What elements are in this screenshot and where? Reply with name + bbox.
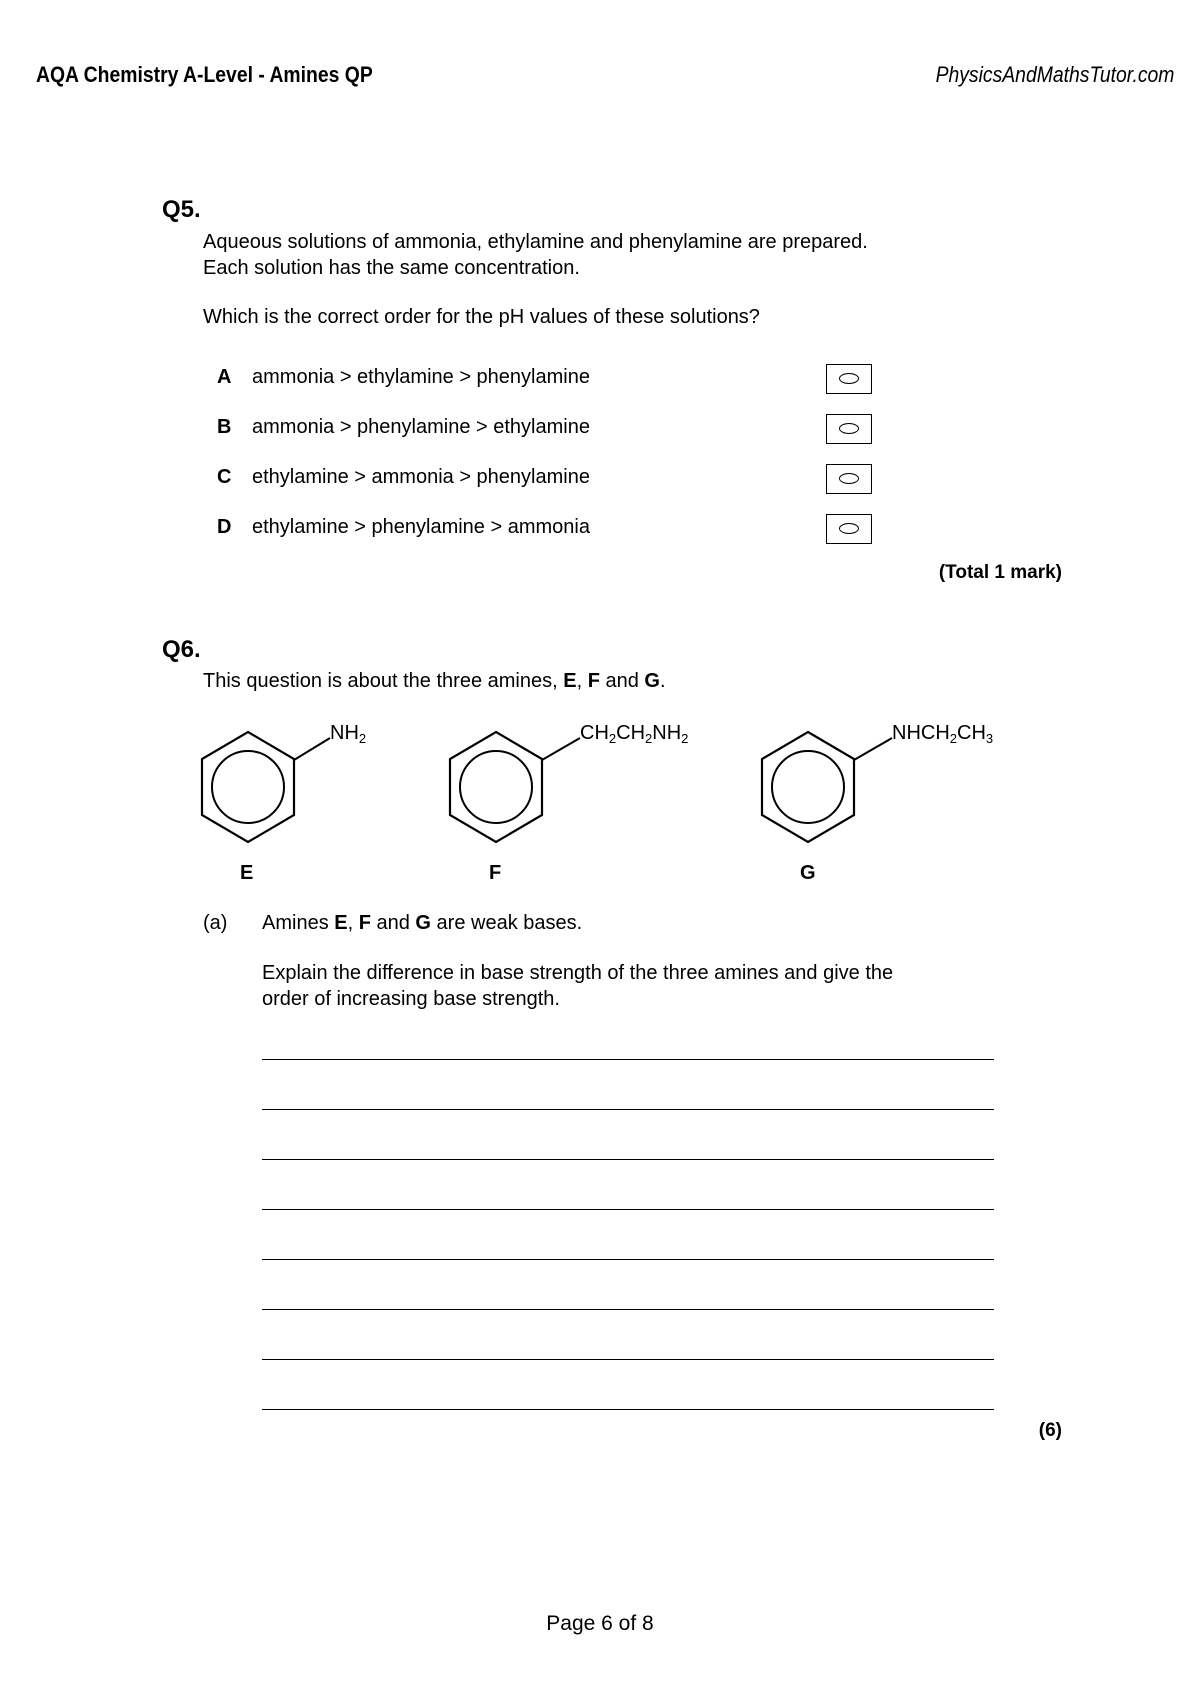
group-f: $CH_2CH_2NH_2$: [580, 722, 689, 746]
option-a-oval: [839, 373, 859, 384]
option-b-checkbox[interactable]: [826, 414, 872, 444]
q5-intro-line1: Aqueous solutions of ammonia, ethylamine and phenylamine are prepared.: [203, 231, 868, 253]
option-d-oval: [839, 523, 859, 534]
molecule-label-g: G: [800, 862, 816, 884]
bond-e: [292, 732, 332, 762]
group-g: $NHCH_2CH_3$: [892, 722, 994, 746]
answer-line-7[interactable]: [262, 1359, 994, 1360]
q5-question: Which is the correct order for the pH values of these solutions?: [203, 306, 760, 328]
answer-line-2[interactable]: [262, 1109, 994, 1110]
q5-number: Q5.: [162, 196, 201, 223]
answer-line-8[interactable]: [262, 1409, 994, 1410]
option-c-checkbox[interactable]: [826, 464, 872, 494]
option-c-letter: C: [217, 466, 232, 488]
part-a-instruction-line1: Explain the difference in base strength of the three amines and give the: [262, 962, 894, 984]
page-number: Page 6 of 8: [546, 1612, 654, 1635]
molecule-label-f: F: [489, 862, 502, 884]
q6-number: Q6.: [162, 636, 201, 663]
option-a-letter: A: [217, 366, 232, 388]
benzene-ring-e: [196, 728, 300, 848]
header-title: AQA Chemistry A-Level - Amines QP: [36, 62, 373, 87]
option-b-oval: [839, 423, 859, 434]
part-a-statement: Amines E, F and G are weak bases.: [262, 912, 583, 934]
option-a-checkbox[interactable]: [826, 364, 872, 394]
answer-line-4[interactable]: [262, 1209, 994, 1210]
answer-line-3[interactable]: [262, 1159, 994, 1160]
part-a-label: (a): [203, 912, 228, 934]
option-d-text: ethylamine > phenylamine > ammonia: [252, 516, 590, 538]
molecule-label-e: E: [240, 862, 254, 884]
benzene-ring-g: [756, 728, 860, 848]
option-b-letter: B: [217, 416, 232, 438]
header-site: PhysicsAndMathsTutor.com: [935, 62, 1174, 87]
group-e: $NH_2$: [330, 722, 367, 746]
option-d-checkbox[interactable]: [826, 514, 872, 544]
part-a-marks: (6): [1038, 1420, 1062, 1441]
option-a-text: ammonia > ethylamine > phenylamine: [252, 366, 590, 388]
option-b-text: ammonia > phenylamine > ethylamine: [252, 416, 590, 438]
q6-intro: This question is about the three amines, E, F and G.: [203, 670, 666, 692]
bond-g: [852, 732, 894, 762]
q5-total-marks: (Total 1 mark): [938, 562, 1062, 583]
option-c-oval: [839, 473, 859, 484]
option-c-text: ethylamine > ammonia > phenylamine: [252, 466, 590, 488]
part-a-instruction-line2: order of increasing base strength.: [262, 988, 560, 1010]
answer-line-5[interactable]: [262, 1259, 994, 1260]
option-d-letter: D: [217, 516, 232, 538]
answer-line-1[interactable]: [262, 1059, 994, 1060]
answer-line-6[interactable]: [262, 1309, 994, 1310]
benzene-ring-f: [444, 728, 548, 848]
q5-intro-line2: Each solution has the same concentration.: [203, 257, 580, 279]
bond-f: [540, 732, 582, 762]
